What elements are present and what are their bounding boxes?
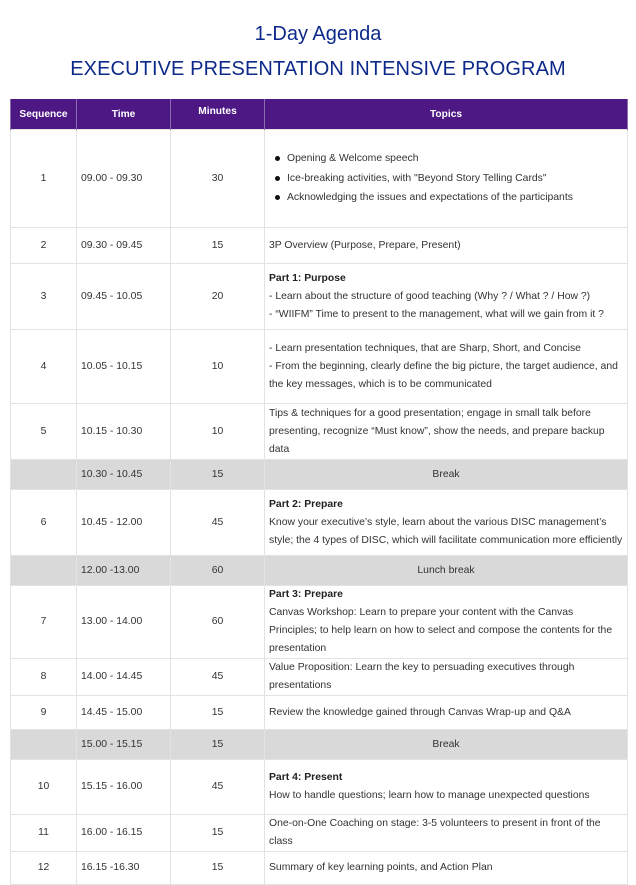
table-row: [11, 815, 628, 852]
column-header-time: Time: [77, 99, 171, 130]
topics-cell: [265, 228, 628, 264]
time-cell: 15.00 - 15.15: [77, 730, 171, 760]
sequence-cell: 12: [11, 852, 77, 885]
sequence-cell: 8: [11, 659, 77, 696]
topic-bullet-item: [287, 149, 623, 169]
sequence-cell: [11, 730, 77, 760]
topic-bullet-item: [287, 169, 623, 189]
sequence-cell: [11, 556, 77, 586]
minutes-cell: 15: [171, 696, 265, 730]
sequence-cell: 5: [11, 404, 77, 460]
time-cell: 15.15 - 16.00: [77, 760, 171, 815]
agenda-body: [11, 130, 628, 885]
time-cell: 10.30 - 10.45: [77, 460, 171, 490]
minutes-cell: 20: [171, 264, 265, 330]
topic-bullet-list: [269, 149, 623, 208]
minutes-cell: 15: [171, 228, 265, 264]
agenda-title: 1-Day Agenda: [254, 23, 382, 45]
time-cell: 09.00 - 09.30: [77, 130, 171, 228]
table-row: [11, 404, 628, 460]
table-row: [11, 130, 628, 228]
topic-heading: Part 3: Prepare: [269, 589, 343, 600]
time-cell: 14.00 - 14.45: [77, 659, 171, 696]
topics-cell: [265, 696, 628, 730]
topic-bullet-item: [287, 188, 623, 208]
topic-line: 3P Overview (Purpose, Prepare, Present): [269, 239, 461, 251]
topic-heading: Part 1: Purpose: [269, 272, 346, 284]
topic-heading: Part 4: Present: [269, 772, 343, 783]
break-label-cell: Break: [265, 460, 628, 490]
topic-line: - Learn about the structure of good teaching (Why ? / What ? / How ?): [269, 290, 591, 302]
minutes-cell: 15: [171, 730, 265, 760]
column-header-sequence: Sequence: [11, 99, 77, 130]
time-cell: 09.45 - 10.05: [77, 264, 171, 330]
topics-cell: [265, 815, 628, 852]
table-row: [11, 490, 628, 556]
topics-cell: [265, 659, 628, 696]
topics-cell: [265, 404, 628, 460]
table-row: [11, 659, 628, 696]
topic-line: Canvas Workshop: Learn to prepare your content with the Canvas Principles; to help learn on how to select and compose the contents for the presentation: [269, 607, 613, 654]
topic-line: One-on-One Coaching on stage: 3-5 volunteers to present in front of the class: [269, 818, 601, 847]
sequence-cell: [11, 460, 77, 490]
minutes-cell: 30: [171, 130, 265, 228]
topic-line: Summary of key learning points, and Action Plan: [269, 862, 493, 873]
time-cell: 10.45 - 12.00: [77, 490, 171, 556]
break-row: [11, 460, 628, 490]
topic-line: Know your executive’s style, learn about the various DISC management’s style; the 4 types of DISC, which will facilitate communication more efficiently: [269, 516, 623, 546]
minutes-cell: 10: [171, 404, 265, 460]
time-cell: 14.45 - 15.00: [77, 696, 171, 730]
time-cell: 16.15 -16.30: [77, 852, 171, 885]
topic-heading: Part 2: Prepare: [269, 498, 343, 510]
break-label-cell: Break: [265, 730, 628, 760]
table-header-row: [11, 99, 628, 130]
topic-bullet-text: Acknowledging the issues and expectations of the participants: [287, 192, 573, 204]
minutes-cell: 60: [171, 586, 265, 659]
topic-line: - Learn presentation techniques, that are Sharp, Short, and Concise: [269, 342, 581, 354]
sequence-cell: 3: [11, 264, 77, 330]
topic-line: - “WIIFM” Time to present to the management, what will we gain from it ?: [269, 308, 604, 320]
sequence-cell: 4: [11, 330, 77, 404]
sequence-cell: 7: [11, 586, 77, 659]
topic-bullet-text: Ice-breaking activities, with "Beyond Story Telling Cards": [287, 172, 547, 184]
program-title: EXECUTIVE PRESENTATION INTENSIVE PROGRAM: [70, 58, 566, 80]
sequence-cell: 2: [11, 228, 77, 264]
column-header-minutes: Minutes: [171, 99, 265, 130]
sequence-cell: 11: [11, 815, 77, 852]
time-cell: 09.30 - 09.45: [77, 228, 171, 264]
table-row: [11, 760, 628, 815]
topics-cell: [265, 130, 628, 228]
break-row: [11, 730, 628, 760]
sequence-cell: 1: [11, 130, 77, 228]
table-row: [11, 696, 628, 730]
sequence-cell: 6: [11, 490, 77, 556]
bullet-icon: [275, 156, 280, 161]
topics-cell: [265, 490, 628, 556]
topic-line: How to handle questions; learn how to manage unexpected questions: [269, 790, 590, 801]
bullet-icon: [275, 195, 280, 200]
table-row: [11, 228, 628, 264]
topics-cell: [265, 330, 628, 404]
column-header-topics: Topics: [265, 99, 628, 130]
sequence-cell: 9: [11, 696, 77, 730]
bullet-icon: [275, 176, 280, 181]
agenda-table: [10, 99, 628, 885]
topic-line: Value Proposition: Learn the key to persuading executives through presentations: [269, 662, 575, 691]
break-label-cell: Lunch break: [265, 556, 628, 586]
table-row: [11, 330, 628, 404]
time-cell: 13.00 - 14.00: [77, 586, 171, 659]
minutes-cell: 45: [171, 760, 265, 815]
minutes-cell: 15: [171, 815, 265, 852]
topics-cell: [265, 852, 628, 885]
table-row: [11, 852, 628, 885]
table-row: [11, 264, 628, 330]
time-cell: 16.00 - 16.15: [77, 815, 171, 852]
break-row: [11, 556, 628, 586]
topics-cell: [265, 264, 628, 330]
topic-bullet-text: Opening & Welcome speech: [287, 153, 419, 165]
table-row: [11, 586, 628, 659]
minutes-cell: 60: [171, 556, 265, 586]
sequence-cell: 10: [11, 760, 77, 815]
minutes-cell: 15: [171, 460, 265, 490]
topic-line: - From the beginning, clearly define the big picture, the target audience, and the key messages, which is to be communicated: [269, 360, 618, 390]
topics-cell: [265, 586, 628, 659]
minutes-cell: 45: [171, 659, 265, 696]
topic-line: Review the knowledge gained through Canvas Wrap-up and Q&A: [269, 706, 571, 718]
minutes-cell: 10: [171, 330, 265, 404]
minutes-cell: 45: [171, 490, 265, 556]
time-cell: 12.00 -13.00: [77, 556, 171, 586]
time-cell: 10.05 - 10.15: [77, 330, 171, 404]
time-cell: 10.15 - 10.30: [77, 404, 171, 460]
topic-line: Tips & techniques for a good presentation; engage in small talk before presenting, recognize “Must know”, show the needs, and prepare backup data: [269, 407, 605, 455]
topics-cell: [265, 760, 628, 815]
minutes-cell: 15: [171, 852, 265, 885]
